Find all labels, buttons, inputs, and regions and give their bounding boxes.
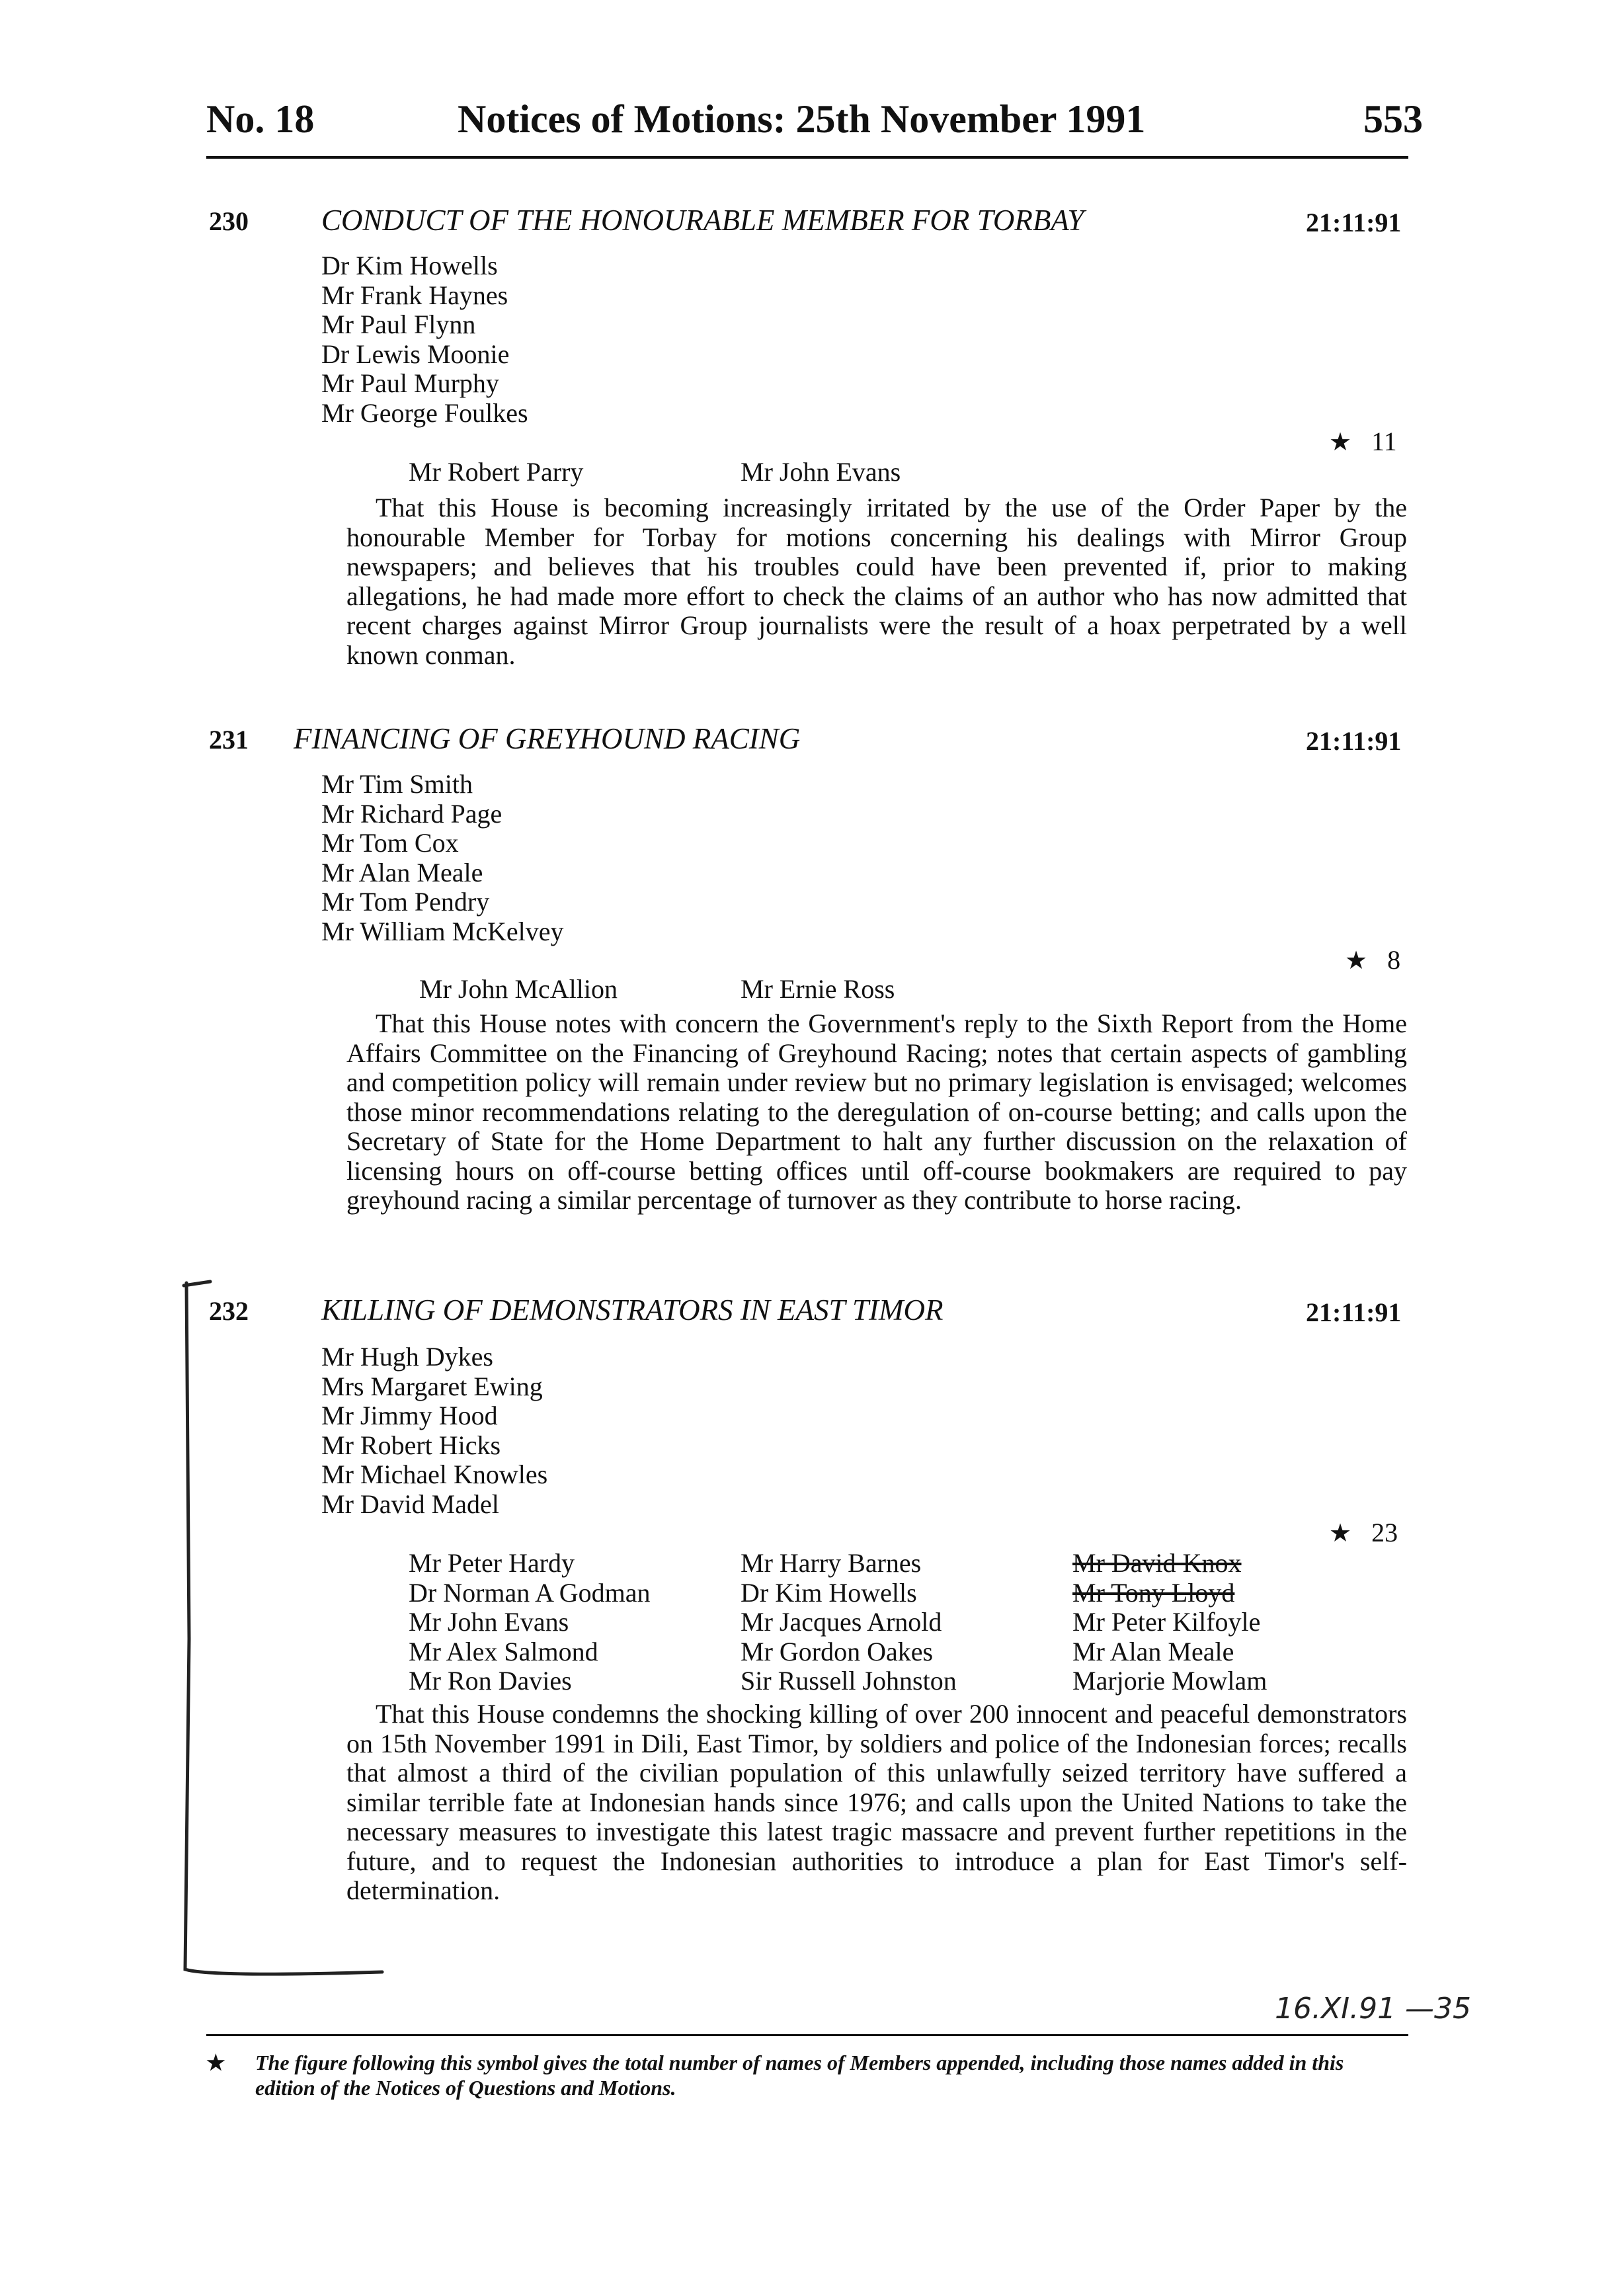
sponsor-name: Mr Hugh Dykes <box>321 1342 493 1372</box>
footnote-rule <box>206 2034 1408 2036</box>
supporter-name: Mr Alex Salmond <box>409 1636 598 1666</box>
sponsor-name: Mr Paul Murphy <box>321 368 499 398</box>
supporter-name: Marjorie Mowlam <box>1072 1666 1267 1696</box>
supporter-name: Dr Norman A Godman <box>409 1577 651 1608</box>
supporter-name-struck: Mr Tony Lloyd <box>1072 1577 1235 1608</box>
star-icon: ★ <box>1329 429 1352 456</box>
sponsor-list <box>321 1342 547 1519</box>
sponsor-name: Mr Tom Pendry <box>321 887 490 917</box>
supporter-name: Mr Gordon Oakes <box>741 1636 934 1666</box>
sponsor-name: Mr Richard Page <box>321 798 502 829</box>
footnote-symbol: ★ <box>206 2051 225 2074</box>
supporter-name: Mr Ron Davies <box>409 1666 572 1696</box>
motion-text: That this House notes with concern the Government's reply to the Sixth Report from the Home Affairs Committee on the Financing of Greyhound Racing; notes that certain aspects of gambling and competition policy will remain under review but no primary legislation is envisaged; welcomes those minor recommendations relating to the deregulation of on-course betting; and calls upon the Secretary of State for the Home Department to halt any further discussion on the relaxation of licensing hours on off-course betting offices until off-course bookmakers are required to pay greyhound racing a similar percentage of turnover as they contribute to horse racing. <box>346 1008 1407 1215</box>
sponsor-name: Mr Robert Hicks <box>321 1430 501 1460</box>
star-icon: ★ <box>1345 947 1368 975</box>
star-icon: ★ <box>1329 1520 1352 1547</box>
motion-title: CONDUCT OF THE HONOURABLE MEMBER FOR TORBAY <box>321 204 1084 237</box>
motion-date: 21:11:91 <box>1306 1297 1402 1327</box>
motion-date: 21:11:91 <box>1306 208 1402 237</box>
supporter-column <box>409 1549 651 1696</box>
sponsor-name: Mr Tim Smith <box>321 769 473 799</box>
motion-date: 21:11:91 <box>1306 726 1402 756</box>
supporter-name: Mr Peter Hardy <box>409 1548 575 1578</box>
sponsor-name: Mr Frank Haynes <box>321 280 508 310</box>
sponsor-name: Mr George Foulkes <box>321 397 528 428</box>
supporter-name: Mr John Evans <box>741 457 901 487</box>
sponsor-list <box>321 770 563 946</box>
sponsor-name: Mr Paul Flynn <box>321 309 476 339</box>
sponsor-name: Dr Kim Howells <box>321 251 498 280</box>
page-number-label: No. 18 <box>206 97 315 141</box>
supporter-name: Mr Robert Parry <box>409 457 584 487</box>
supporter-name: Dr Kim Howells <box>741 1577 917 1608</box>
supporter-name: Sir Russell Johnston <box>741 1666 957 1696</box>
motion-number: 231 <box>209 725 249 755</box>
sponsor-name: Mr Michael Knowles <box>321 1459 548 1489</box>
motion-text: That this House condemns the shocking killing of over 200 innocent and peaceful demonstrators on 15th November 1991 in Dili, East Timor, by soldiers and police of the Indonesian forces; recalls that almost a third of the civilian population of this unlawfully seized territory have suffered a similar terrible fate at Indonesian hands since 1976; and calls upon the United Nations to take the necessary measures to investigate this latest tragic massacre and prevent further repetitions in the future, and to request the Indonesian authorities to introduce a plan for East Timor's self-determination. <box>346 1699 1407 1905</box>
supporter-name: Mr Alan Meale <box>1072 1636 1234 1666</box>
motion-title: FINANCING OF GREYHOUND RACING <box>294 722 801 755</box>
supporter-name: Mr Ernie Ross <box>741 974 895 1004</box>
motion-title: KILLING OF DEMONSTRATORS IN EAST TIMOR <box>321 1293 944 1327</box>
signature-count-value: 8 <box>1387 945 1401 975</box>
supporter-name-struck: Mr David Knox <box>1072 1548 1242 1578</box>
motion-number: 230 <box>209 206 249 236</box>
page-number: 553 <box>1363 97 1423 141</box>
supporter-name: Mr Harry Barnes <box>741 1548 922 1578</box>
sponsor-name: Mrs Margaret Ewing <box>321 1371 543 1401</box>
signature-count <box>1345 946 1400 975</box>
signature-count <box>1329 427 1397 457</box>
motion-number: 232 <box>209 1296 249 1326</box>
sponsor-name: Dr Lewis Moonie <box>321 339 510 369</box>
sponsor-name: Mr William McKelvey <box>321 916 564 946</box>
supporter-column <box>1072 1549 1267 1696</box>
sponsor-name: Mr Tom Cox <box>321 828 459 858</box>
page-title: Notices of Motions: 25th November 1991 <box>458 97 1146 141</box>
sponsor-list <box>321 251 528 428</box>
footnote-text: The figure following this symbol gives the total number of names of Members appended, including those names added in this edition of the Notices of Questions and Motions. <box>255 2051 1344 2100</box>
sponsor-name: Mr David Madel <box>321 1489 499 1519</box>
supporter-name: Mr Peter Kilfoyle <box>1072 1607 1261 1637</box>
sponsor-name: Mr Alan Meale <box>321 857 483 887</box>
motion-text: That this House is becoming increasingly irritated by the use of the Order Paper by the honourable Member for Torbay for motions concerning his dealings with Mirror Group newspapers; and believes that his troubles could have been prevented if, prior to making allegations, he had made more effort to check the claims of an author who has now admitted that recent charges against Mirror Group journalists were the result of a hoax perpetrated by a well known conman. <box>346 493 1407 670</box>
supporter-name: Mr Jacques Arnold <box>741 1607 942 1637</box>
signature-count-value: 23 <box>1371 1518 1398 1547</box>
signature-count <box>1329 1518 1398 1548</box>
handwritten-annotation: 16.XI.91 —35 <box>1275 1992 1472 2026</box>
supporter-column <box>741 1549 957 1696</box>
supporter-name: Mr John McAllion <box>419 974 618 1004</box>
supporter-name: Mr John Evans <box>409 1607 569 1637</box>
sponsor-name: Mr Jimmy Hood <box>321 1401 498 1430</box>
signature-count-value: 11 <box>1371 427 1397 456</box>
header-rule <box>206 156 1408 159</box>
